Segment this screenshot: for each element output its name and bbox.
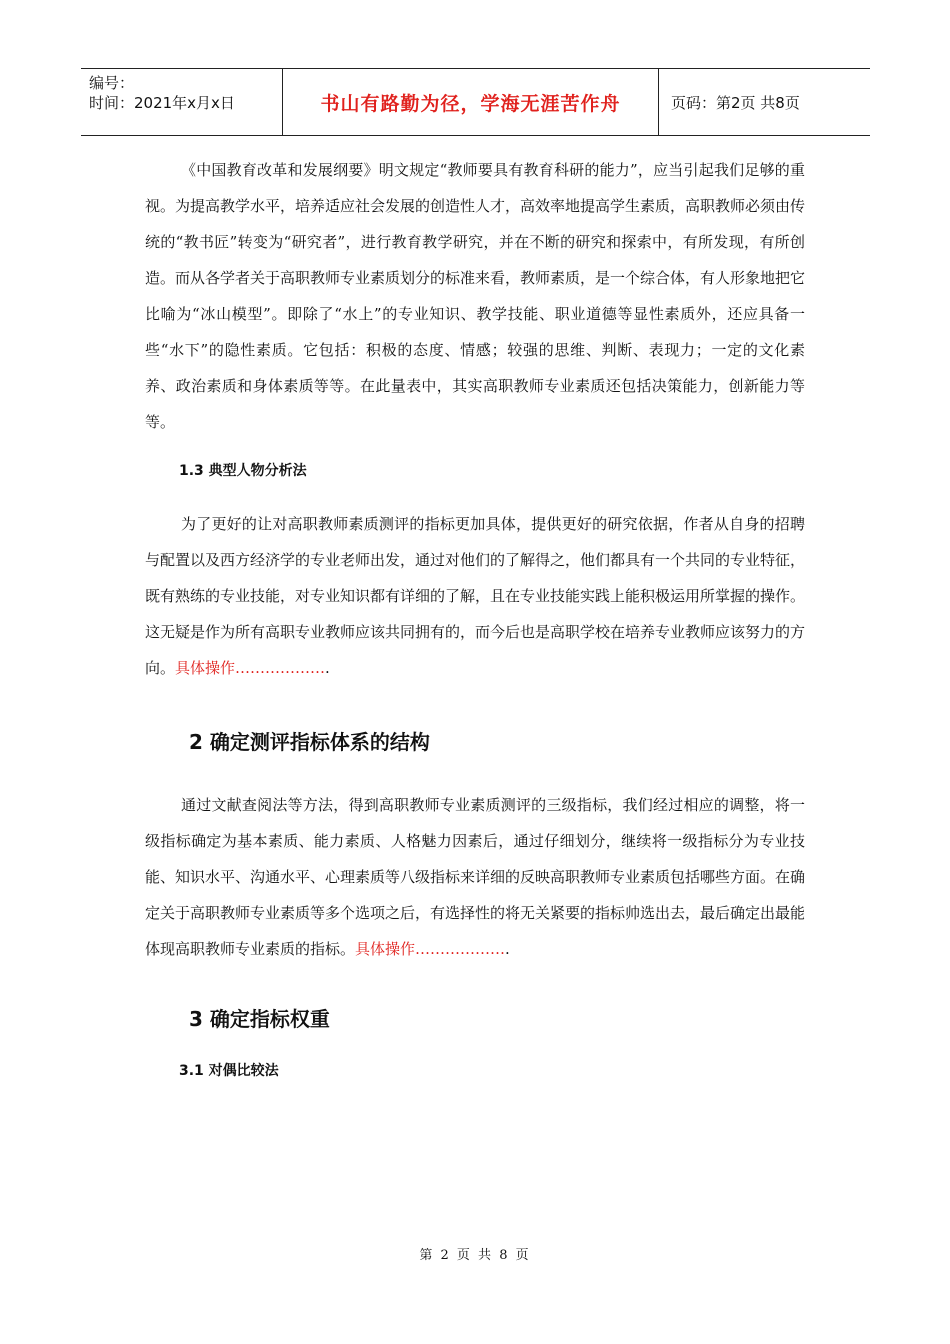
section-heading-2: 2 确定测评指标体系的结构 xyxy=(189,730,430,754)
paragraph-end: . xyxy=(505,940,510,958)
paragraph-text: 为了更好的让对高职教师素质测评的指标更加具体，提供更好的研究依据，作者从自身的招聘与配置以及西方经济学的专业老师出发，通过对他们的了解得之，他们都具有一个共同的专业特征，既有熟练的专业技能，对专业知识都有详细的了解，且在专业技能实践上能积极运用所掌握的操作。这无疑是作为所有高职专业教师应该共同拥有的，而今后也是高职学校在培养专业教师应该努力的方向。 xyxy=(145,515,806,677)
paragraph-teacher-quality: 《中国教育改革和发展纲要》明文规定“教师要具有教育科研的能力”，应当引起我们足够的重视。为提高教学水平，培养适应社会发展的创造性人才，高效率地提高学生素质，高职教师必须由传统的“教书匠”转变为“研究者”，进行教育教学研究，并在不断的研究和探索中，有所发现，有所创造。而从各学者关于高职教师专业素质划分的标准来看，教师素质，是一个综合体，有人形象地把它比喻为“冰山模型”。即除了“水上”的专业知识、教学技能、职业道德等显性素质外，还应具备一些“水下”的隐性素质。它包括：积极的态度、情感；较强的思维、判断、表现力；一定的文化素养、政治素质和身体素质等等。在此量表中，其实高职教师专业素质还包括决策能力，创新能力等等。 xyxy=(145,161,806,431)
header-page-info: 页码：第2页 共8页 xyxy=(671,93,800,112)
detail-link-text: 具体操作……………… xyxy=(175,659,326,677)
section-heading-1-3: 1.3 典型人物分析法 xyxy=(179,463,307,479)
section-heading-3: 3 确定指标权重 xyxy=(189,1007,330,1031)
paragraph-text: 通过文献查阅法等方法，得到高职教师专业素质测评的三级指标，我们经过相应的调整，将一级指标确定为基本素质、能力素质、人格魅力因素后，通过仔细划分，继续将一级指标分为专业技能、知识水平、沟通水平、心理素质等八级指标来详细的反映高职教师专业素质包括哪些方面。在确定关于高职教师专业素质等多个选项之后，有选择性的将无关紧要的指标帅选出去，最后确定出最能体现高职教师专业素质的指标。 xyxy=(145,796,806,958)
document-body xyxy=(145,152,805,1080)
paragraph-index-structure xyxy=(145,787,805,967)
section-heading-3-1: 3.1 对偶比较法 xyxy=(179,1063,279,1079)
document-number-label: 编号： xyxy=(89,74,135,92)
header-motto: 书山有路勤为径，学海无涯苦作舟 xyxy=(283,69,659,135)
page-footer: 第 2 页 共 8 页 xyxy=(419,1248,531,1263)
page-header xyxy=(81,68,870,136)
header-meta xyxy=(81,69,283,135)
document-date: 时间：2021年x月x日 xyxy=(89,94,235,112)
detail-link-text: 具体操作……………… xyxy=(355,940,506,958)
paragraph-typical-person xyxy=(145,506,805,686)
paragraph-end: . xyxy=(325,659,330,677)
